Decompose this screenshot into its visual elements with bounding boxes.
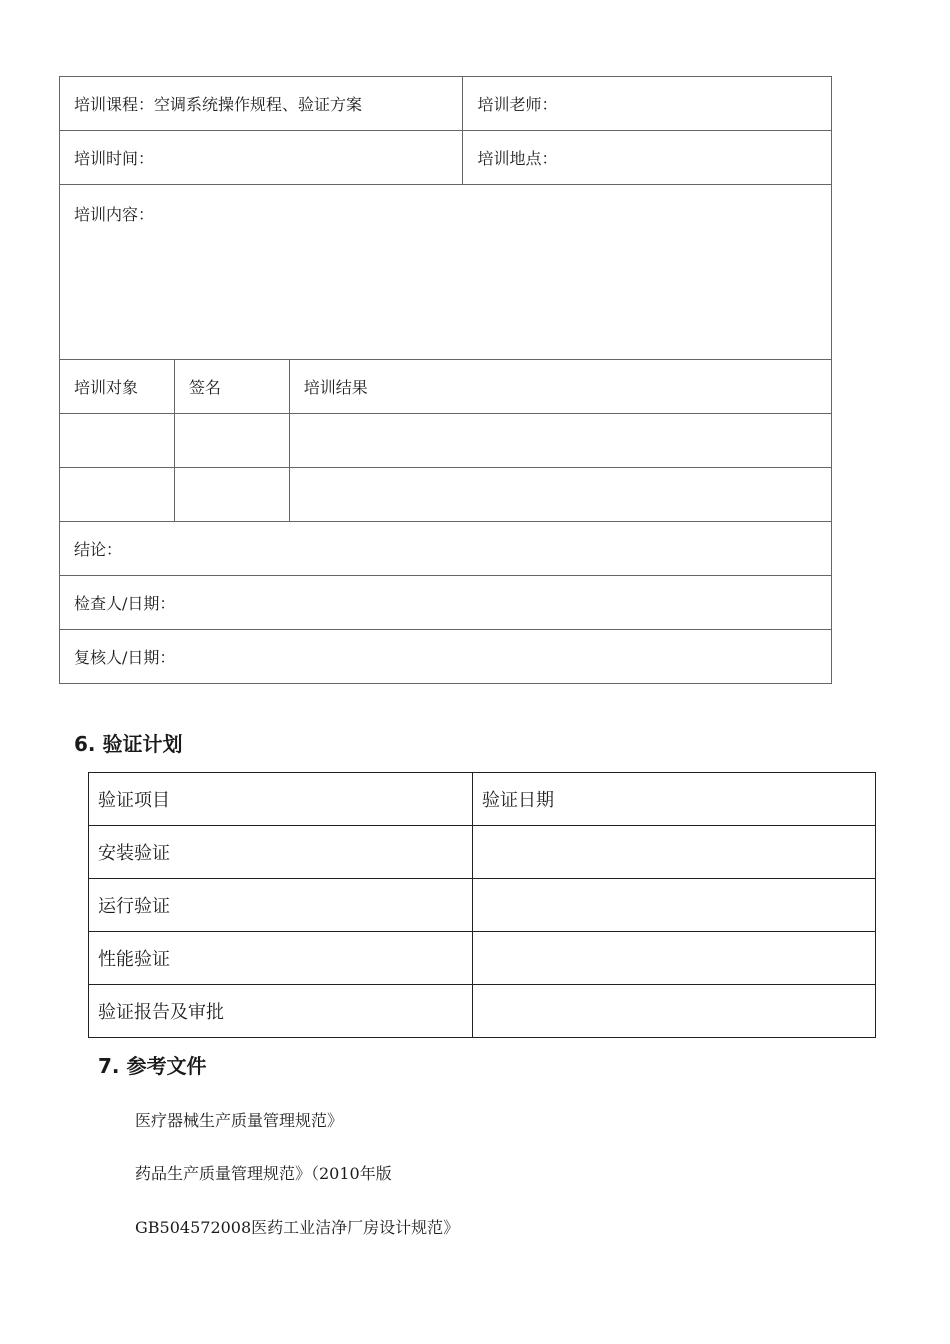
validation-item-cell: 验证报告及审批	[89, 985, 473, 1038]
training-location-cell: 培训地点：	[463, 131, 832, 185]
validation-date-cell	[473, 879, 876, 932]
trainee-cell	[60, 468, 175, 522]
validation-item-cell: 安装验证	[89, 826, 473, 879]
validation-plan-table	[88, 772, 876, 1038]
training-course-cell: 培训课程：空调系统操作规程、验证方案	[60, 77, 463, 131]
reviewer-cell: 复核人/日期：	[60, 630, 832, 684]
training-teacher-cell: 培训老师：	[463, 77, 832, 131]
trainee-cell	[60, 414, 175, 468]
section-6-heading: 6. 验证计划	[74, 732, 183, 756]
validation-date-header: 验证日期	[473, 773, 876, 826]
reference-item: 医疗器械生产质量管理规范》	[135, 1111, 344, 1130]
result-cell	[289, 468, 831, 522]
conclusion-cell: 结论：	[60, 522, 832, 576]
signature-cell	[174, 468, 289, 522]
reference-item: 药品生产质量管理规范》（2010年版	[135, 1164, 392, 1183]
validation-item-cell: 运行验证	[89, 879, 473, 932]
training-content-cell: 培训内容：	[60, 185, 832, 360]
result-header: 培训结果	[289, 360, 831, 414]
section-7-heading: 7. 参考文件	[98, 1054, 207, 1078]
training-record-table	[59, 76, 832, 684]
validation-date-cell	[473, 985, 876, 1038]
validation-date-cell	[473, 826, 876, 879]
training-time-cell: 培训时间：	[60, 131, 463, 185]
validation-item-header: 验证项目	[89, 773, 473, 826]
checker-cell: 检查人/日期：	[60, 576, 832, 630]
result-cell	[289, 414, 831, 468]
validation-date-cell	[473, 932, 876, 985]
trainee-header: 培训对象	[60, 360, 175, 414]
validation-item-cell: 性能验证	[89, 932, 473, 985]
reference-item: GB504572008医药工业洁净厂房设计规范》	[135, 1218, 460, 1237]
signature-cell	[174, 414, 289, 468]
signature-header: 签名	[174, 360, 289, 414]
